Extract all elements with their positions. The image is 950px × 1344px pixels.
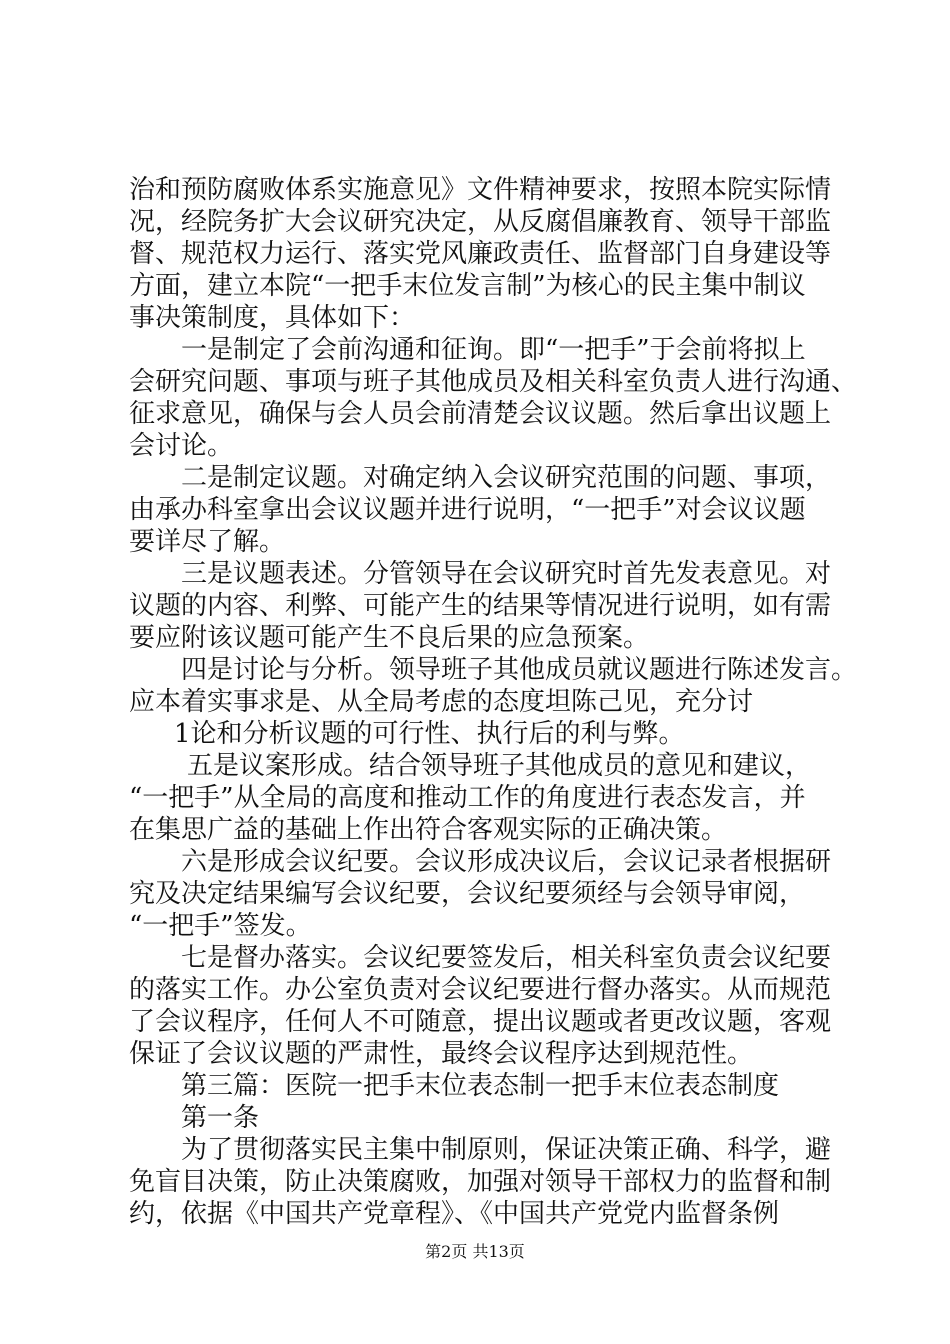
text-line: 治和预防腐败体系实施意见》文件精神要求，按照本院实际情 [129, 175, 832, 205]
text-line: 究及决定结果编写会议纪要，会议纪要须经与会领导审阅， [129, 879, 806, 909]
text-line: 二是制定议题。对确定纳入会议研究范围的问题、事项， [181, 463, 832, 493]
text-line: 1论和分析议题的可行性、执行后的利与弊。 [174, 719, 685, 749]
text-line: 的落实工作。办公室负责对会议纪要进行督办落实。从而规范 [129, 975, 832, 1005]
text-line: 要应附该议题可能产生不良后果的应急预案。 [129, 623, 650, 653]
text-line: 会讨论。 [129, 431, 234, 461]
text-line: 四是讨论与分析。领导班子其他成员就议题进行陈述发言。 [181, 655, 858, 685]
text-line: “一把手”签发。 [129, 911, 312, 941]
text-line: 三是议题表述。分管领导在会议研究时首先发表意见。对 [181, 559, 832, 589]
text-line: 为了贯彻落实民主集中制原则，保证决策正确、科学，避 [181, 1135, 832, 1165]
text-line: 督、规范权力运行、落实党风廉政责任、监督部门自身建设等 [129, 239, 832, 269]
text-line: 保证了会议议题的严肃性，最终会议程序达到规范性。 [129, 1039, 754, 1069]
text-line: 会研究问题、事项与班子其他成员及相关科室负责人进行沟通、 [129, 367, 858, 397]
text-line: 事决策制度，具体如下： [129, 303, 416, 333]
text-line: 要详尽了解。 [129, 527, 286, 557]
text-line: 在集思广益的基础上作出符合客观实际的正确决策。 [129, 815, 728, 845]
text-line: 由承办科室拿出会议议题并进行说明，“一把手”对会议议题 [129, 495, 806, 525]
text-line: 七是督办落实。会议纪要签发后，相关科室负责会议纪要 [181, 943, 832, 973]
text-line: 一是制定了会前沟通和征询。即“一把手”于会前将拟上 [181, 335, 806, 365]
text-line: 了会议程序，任何人不可随意，提出议题或者更改议题，客观 [129, 1007, 832, 1037]
text-line: 议题的内容、利弊、可能产生的结果等情况进行说明，如有需 [129, 591, 832, 621]
text-line: 征求意见，确保与会人员会前清楚会议议题。然后拿出议题上 [129, 399, 832, 429]
text-line: 约，依据《中国共产党章程》、《中国共产党党内监督条例 [129, 1199, 780, 1229]
text-line: 方面，建立本院“一把手末位发言制”为核心的民主集中制议 [129, 271, 806, 301]
page-footer: 第2页 共13页 [425, 1242, 525, 1261]
text-line: “一把手”从全局的高度和推动工作的角度进行表态发言，并 [129, 783, 806, 813]
text-line: 五是议案形成。结合领导班子其他成员的意见和建议， [187, 751, 812, 781]
text-line: 况，经院务扩大会议研究决定，从反腐倡廉教育、领导干部监 [129, 207, 832, 237]
text-line: 免盲目决策，防止决策腐败，加强对领导干部权力的监督和制 [129, 1167, 832, 1197]
section-heading: 第三篇：医院一把手末位表态制一把手末位表态制度 [181, 1071, 780, 1101]
text-line: 应本着实事求是、从全局考虑的态度坦陈己见，充分讨 [129, 687, 754, 717]
article-heading: 第一条 [181, 1103, 260, 1133]
text-line: 六是形成会议纪要。会议形成决议后，会议记录者根据研 [181, 847, 832, 877]
